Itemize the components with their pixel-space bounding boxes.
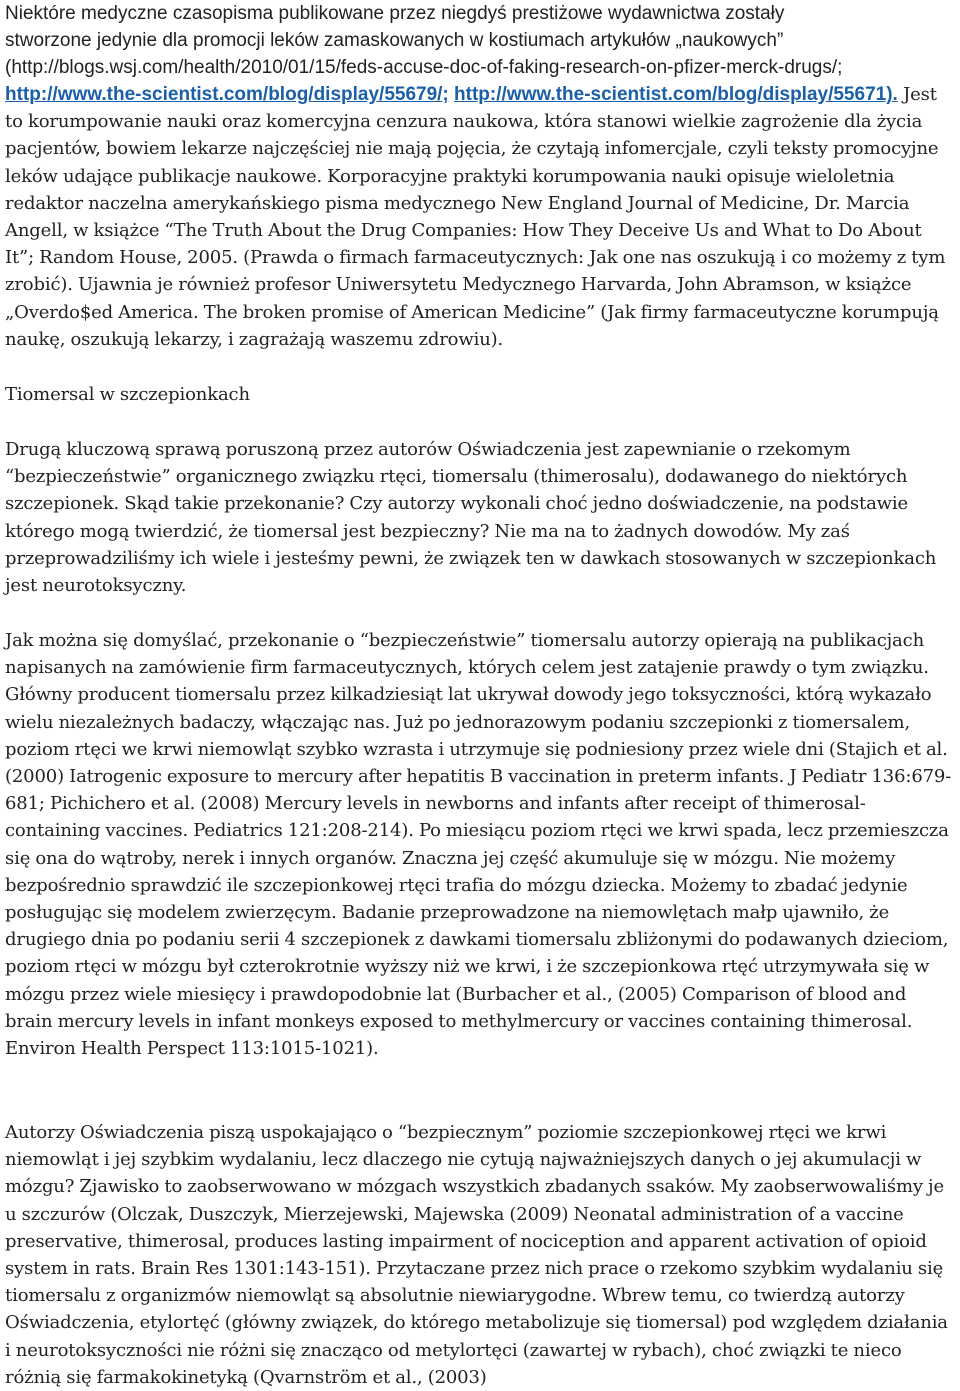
- the-scientist-link-55679[interactable]: http://www.the-scientist.com/blog/display/55679/;: [5, 84, 449, 105]
- the-scientist-link-55671[interactable]: http://www.the-scientist.com/blog/display/55671).: [454, 84, 898, 105]
- intro-paragraph: [5, 0, 955, 353]
- intro-line-3: (http://blogs.wsj.com/health/2010/01/15/feds-accuse-doc-of-faking-research-on-pfizer-merck-drugs/;: [5, 57, 843, 78]
- intro-line-1: Niektóre medyczne czasopisma publikowane przez niegdyś prestiżowe wydawnictwa zostały: [5, 3, 785, 24]
- paragraph-brain-accumulation: Autorzy Oświadczenia piszą uspokajająco o “bezpiecznym” poziomie szczepionkowej rtęci we krwi niemowląt i jej szybkim wydalaniu, lecz dlaczego nie cytują najważniejszych danych o jej akumulacji w mózgu? Zjawisko to zaobserwowano w mózgach wszystkich zbadanych ssaków. My zaobserwowaliśmy je u szczurów (Olczak, Duszczyk, Mierzejewski, Majewska (2009) Neonatal administration of a vaccine preservative, thimerosal, produces lasting impairment of nociception and apparent activation of opioid system in rats. Brain Res 1301:143-151). Przytaczane przez nich prace o rzekomo szybkim wydalaniu się tiomersalu z organizmów niemowląt są absolutnie niewiarygodne. Wbrew temu, co twierdzą autorzy Oświadczenia, etylortęć (główny związek, do którego metabolizuje się tiomersal) pod względem działania i neurotoksyczności nie różni się znacząco od metylortęci (zawartej w rybach), choć związki te nieco różnią się farmakokinetyką (Qvarnström et al., (2003): [5, 1122, 948, 1388]
- section-heading: Tiomersal w szczepionkach: [5, 384, 250, 405]
- intro-line-2: stworzone jedynie dla promocji leków zamaskowanych w kostiumach artykułów „naukowych”: [5, 30, 784, 51]
- paragraph-thimerosal-safety: Drugą kluczową sprawą poruszoną przez autorów Oświadczenia jest zapewnianie o rzekomym “bezpieczeństwie” organicznego związku rtęci, tiomersalu (thimerosalu), dodawanego do niektórych szczepionek. Skąd takie przekonanie? Czy autorzy wykonali choć jedno doświadczenie, na podstawie którego mogą twierdzić, że tiomersal jest bezpieczny? Nie ma na to żadnych dowodów. My zaś przeprowadziliśmy ich wiele i jesteśmy pewni, że związek ten w dawkach stosowanych w szczepionkach jest neurotoksyczny.: [5, 439, 937, 597]
- paragraph-thimerosal-studies: Jak można się domyślać, przekonanie o “bezpieczeństwie” tiomersalu autorzy opierają na publikacjach napisanych na zamówienie firm farmaceutycznych, których celem jest zatajenie prawdy o tym związku. Główny producent tiomersalu przez kilkadziesiąt lat ukrywał dowody jego toksyczności, którą wykazało wielu niezależnych badaczy, włączając nas. Już po jednorazowym podaniu szczepionki z tiomersalem, poziom rtęci we krwi niemowląt szybko wzrasta i utrzymuje się podniesiony przez wiele dni (Stajich et al. (2000) Iatrogenic exposure to mercury after hepatitis B vaccination in preterm infants. J Pediatr 136:679-681; Pichichero et al. (2008) Mercury levels in newborns and infants after receipt of thimerosal-containing vaccines. Pediatrics 121:208-214). Po miesiącu poziom rtęci we krwi spada, lecz przemieszcza się ona do wątroby, nerek i innych organów. Znaczna jej część akumuluje się w mózgu. Nie możemy bezpośrednio sprawdzić ile szczepionkowej rtęci trafia do mózgu dziecka. Możemy to zbadać jedynie posługując się modelem zwierzęcym. Badanie przeprowadzone na niemowlętach małp ujawniło, że drugiego dnia po podaniu serii 4 szczepionek z dawkami tiomersalu zbliżonymi do podawanych dzieciom, poziom rtęci w mózgu był czterokrotnie wyższy niż we krwi, i że szczepionkowa rtęć utrzymywała się w mózgu przez wiele miesięcy i prawdopodobnie lat (Burbacher et al., (2005) Comparison of blood and brain mercury levels in infant monkeys exposed to methylmercury or vaccines containing thimerosal. Environ Health Perspect 113:1015-1021).: [5, 630, 952, 1060]
- intro-body-text: Jest to korumpowanie nauki oraz komercyjna cenzura naukowa, która stanowi wielkie zagrożenie dla życia pacjentów, bowiem lekarze najczęściej nie mają pojęcia, że czytają infomercjale, czyli teksty promocyjne leków udające publikacje naukowe. Korporacyjne praktyki korumpowania nauki opisuje wieloletnia redaktor naczelna amerykańskiego pisma medycznego New England Journal of Medicine, Dr. Marcia Angell, w książce “The Truth About the Drug Companies: How They Deceive Us and What to Do About It”; Random House, 2005. (Prawda o firmach farmaceutycznych: Jak one nas oszukują i co możemy z tym zrobić). Ujawnia je również profesor Uniwersytetu Medycznego Harvarda, John Abramson, w książce „Overdo$ed America. The broken promise of American Medicine” (Jak firmy farmaceutyczne korumpują naukę, oszukują lekarzy, i zagrażają waszemu zdrowiu).: [5, 84, 946, 350]
